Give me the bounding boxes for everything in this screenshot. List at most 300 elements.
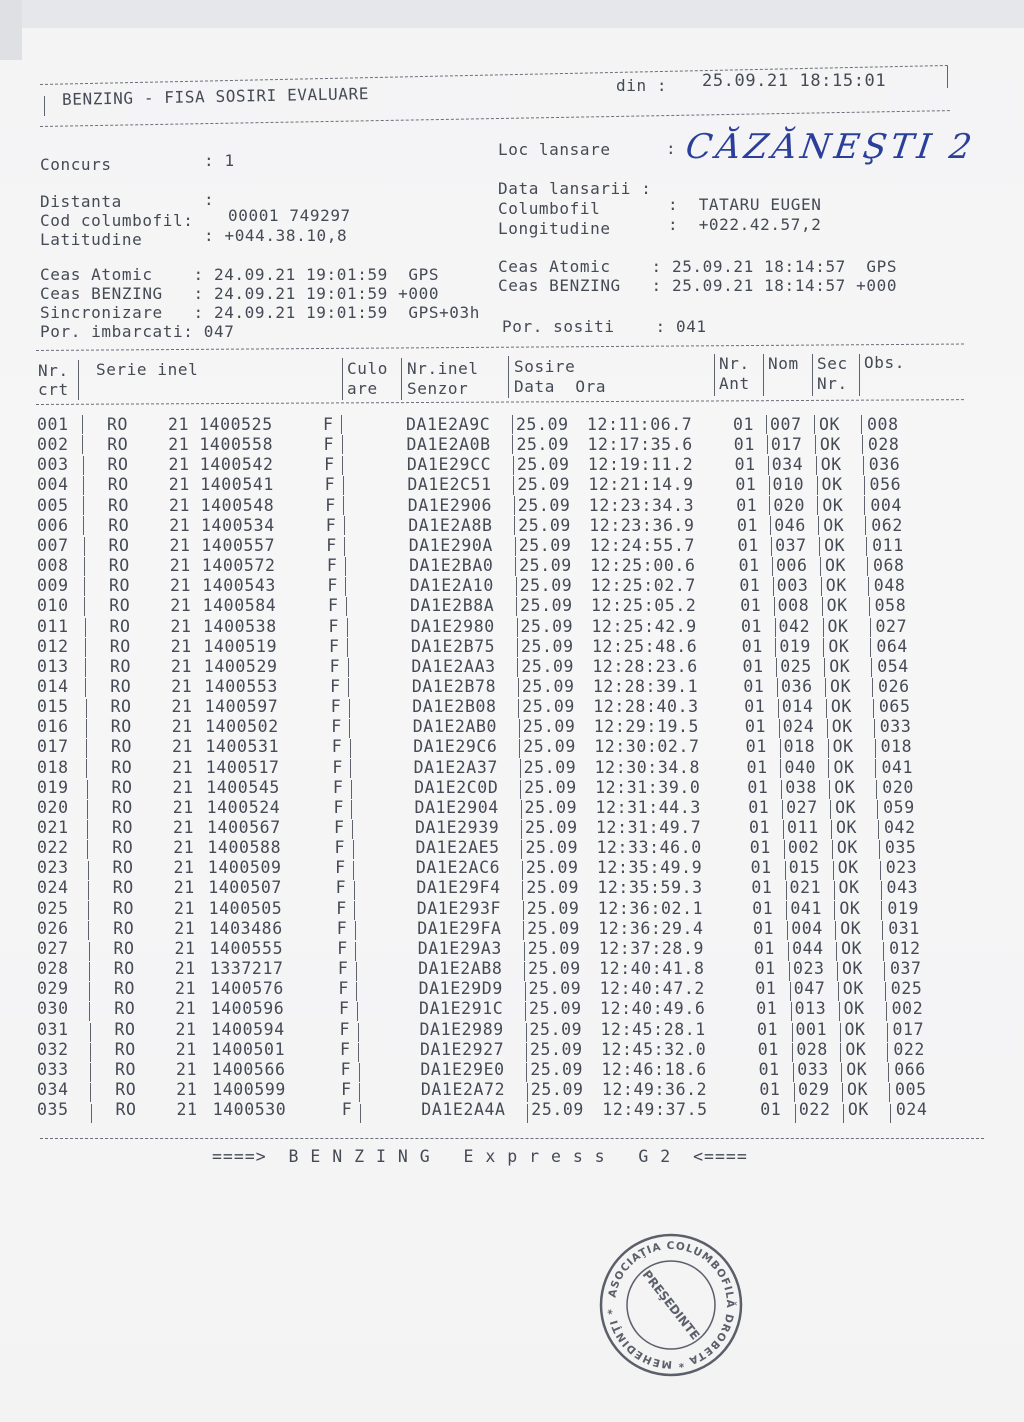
cell-data: 25.09 <box>527 918 580 938</box>
col-obs: Obs. <box>864 353 905 372</box>
cell-inel: 1400525 <box>199 415 273 434</box>
cell-nr: 020 <box>37 797 69 817</box>
cell-nom: 028 <box>796 1039 828 1059</box>
row-separator <box>88 921 89 940</box>
cell-ant: 01 <box>747 777 769 797</box>
cell-senzor: DA1E2B8A <box>410 596 495 616</box>
row-separator <box>792 1023 793 1042</box>
row-separator <box>88 901 89 920</box>
cell-sec: OK <box>836 818 858 837</box>
cell-sec: OK <box>819 435 841 455</box>
cell-nr: 032 <box>37 1039 69 1059</box>
row-separator <box>82 435 83 454</box>
row-separator <box>348 658 349 677</box>
row-separator <box>86 719 87 738</box>
cell-obs: 017 <box>892 1019 925 1039</box>
row-separator <box>519 739 520 758</box>
row-separator <box>877 800 878 819</box>
cell-sec: OK <box>831 717 853 737</box>
row-separator <box>356 962 357 981</box>
cell-nom: 029 <box>798 1079 830 1099</box>
cell-inel: 1400531 <box>205 737 280 757</box>
cell-ant: 01 <box>743 676 765 696</box>
row-separator <box>775 618 776 637</box>
cell-ora: 12:45:32.0 <box>600 1039 707 1059</box>
cell-data: 25.09 <box>517 475 571 495</box>
cell-tara: RO <box>107 455 129 475</box>
cell-sec: OK <box>834 777 856 797</box>
cell-nom: 020 <box>773 495 805 515</box>
cell-an: 21 <box>173 818 195 837</box>
cell-obs: 059 <box>883 797 915 817</box>
cell-senzor: DA1E2AA3 <box>411 656 496 676</box>
row-separator <box>86 699 87 718</box>
cell-obs: 026 <box>878 676 910 696</box>
col-sec: Sec <box>817 354 848 373</box>
cell-senzor: DA1E2B75 <box>410 636 496 656</box>
cell-nr: 021 <box>37 818 69 837</box>
cell-an: 21 <box>171 676 193 696</box>
cell-nom: 014 <box>781 697 814 717</box>
cell-inel: 1400517 <box>205 757 280 777</box>
longitudine-label: Longitudine <box>498 219 611 238</box>
cell-tara: RO <box>111 797 133 817</box>
col-culoare-1: Culo <box>347 359 388 378</box>
cell-obs: 048 <box>873 576 906 596</box>
row-separator <box>818 516 819 535</box>
cell-tara: RO <box>115 1100 137 1120</box>
row-separator <box>777 678 778 697</box>
header-bottom-rule <box>36 399 964 405</box>
cell-sex: F <box>323 435 335 455</box>
col-nom: Nom <box>768 354 799 373</box>
stamp-ring-text: ASOCIAŢIA COLUMBOFILĂ DROBETA * MEHEDINŢI * <box>606 1239 737 1371</box>
row-separator <box>785 861 786 880</box>
row-separator <box>790 982 791 1001</box>
cell-data: 25.09 <box>523 737 576 757</box>
row-separator <box>512 435 513 454</box>
cell-inel: 1400596 <box>210 999 285 1019</box>
cell-ant: 01 <box>752 898 774 918</box>
cell-ant: 01 <box>745 717 767 737</box>
row-separator <box>789 962 790 981</box>
cell-an: 21 <box>169 495 191 515</box>
cell-nom: 006 <box>775 556 808 576</box>
cell-ora: 12:28:40.3 <box>593 697 699 717</box>
row-separator <box>521 800 522 819</box>
cell-sex: F <box>334 818 345 837</box>
cell-sex: F <box>332 777 344 797</box>
row-separator <box>843 1104 844 1123</box>
cell-inel: 1400588 <box>207 838 282 858</box>
cell-tara: RO <box>112 858 134 878</box>
row-separator <box>814 415 815 434</box>
cell-inel: 1400538 <box>203 616 277 636</box>
cell-inel: 1400594 <box>211 1019 285 1039</box>
row-separator <box>342 435 343 454</box>
row-separator <box>784 840 785 859</box>
cell-nr: 024 <box>37 878 69 898</box>
cell-data: 25.09 <box>518 515 571 535</box>
print-date: 25.09.21 18:15:01 <box>702 71 887 91</box>
cell-ant: 01 <box>733 435 755 455</box>
cell-ant: 01 <box>744 697 766 717</box>
row-separator <box>866 537 867 556</box>
cell-sex: F <box>340 1059 352 1079</box>
cell-sex: F <box>326 535 337 555</box>
cell-senzor: DA1E2A4A <box>421 1100 506 1120</box>
row-separator <box>794 1083 795 1102</box>
cell-nom: 040 <box>784 757 817 777</box>
cell-nr: 003 <box>37 455 69 475</box>
cell-nr: 012 <box>37 636 69 656</box>
benzing-footer: ====> B E N Z I N G E x p r e s s G 2 <==== <box>212 1147 748 1166</box>
cell-obs: 019 <box>887 898 919 918</box>
cell-an: 21 <box>170 576 192 596</box>
cell-an: 21 <box>171 697 193 717</box>
cell-ora: 12:36:29.4 <box>598 918 704 938</box>
row-separator <box>350 739 351 758</box>
cell-ant: 01 <box>749 838 771 858</box>
clock-benzing-start: Ceas BENZING : 24.09.21 19:01:59 +000 <box>40 284 440 303</box>
row-separator <box>864 496 865 515</box>
cell-ant: 01 <box>733 415 755 434</box>
cell-data: 25.09 <box>525 818 578 837</box>
clock-atomic-end: Ceas Atomic : 25.09.21 18:14:57 GPS <box>498 257 898 276</box>
cell-sec: OK <box>823 515 845 535</box>
cell-sec: OK <box>838 878 860 898</box>
cell-data: 25.09 <box>527 938 581 958</box>
cell-an: 21 <box>170 636 192 656</box>
cell-tara: RO <box>115 1059 137 1079</box>
cell-sex: F <box>339 1019 351 1039</box>
cell-an: 21 <box>172 737 194 757</box>
cell-data: 25.09 <box>529 999 582 1019</box>
cell-nr: 035 <box>37 1100 69 1120</box>
cell-sec: OK <box>819 415 841 434</box>
cell-senzor: DA1E29F4 <box>416 878 501 898</box>
row-separator <box>839 1002 840 1021</box>
cell-ant: 01 <box>751 878 773 898</box>
row-separator <box>525 1002 526 1021</box>
cell-ant: 01 <box>741 636 763 656</box>
row-separator <box>343 496 344 515</box>
cell-inel: 1400567 <box>207 818 281 837</box>
cell-senzor: DA1E2B78 <box>411 676 497 696</box>
row-separator <box>775 638 776 657</box>
clock-atomic-start: Ceas Atomic : 24.09.21 19:01:59 GPS <box>40 265 440 284</box>
row-separator <box>87 840 88 859</box>
cell-nom: 025 <box>780 656 812 676</box>
cell-data: 25.09 <box>520 596 573 616</box>
cell-nom: 004 <box>791 918 823 938</box>
row-separator <box>863 456 864 475</box>
row-separator <box>341 415 342 434</box>
row-separator <box>862 435 863 454</box>
cell-sex: F <box>337 959 349 979</box>
row-separator <box>82 415 83 434</box>
row-separator <box>343 476 344 495</box>
cell-sex: F <box>335 878 347 898</box>
handwritten-location: CĂZĂNEŞTI 2 <box>683 127 978 167</box>
cell-senzor: DA1E29FA <box>417 918 502 938</box>
row-separator <box>350 759 351 778</box>
cell-an: 21 <box>169 556 191 576</box>
cell-sec: OK <box>847 1100 869 1120</box>
cell-obs: 012 <box>889 938 921 958</box>
date-label: din : <box>616 76 668 95</box>
cod-columbofil-label: Cod columbofil: <box>40 211 194 230</box>
row-separator <box>864 476 865 495</box>
row-separator <box>822 597 823 616</box>
cell-sex: F <box>340 1039 351 1059</box>
cell-inel: 1337217 <box>209 959 284 979</box>
cell-nr: 026 <box>37 918 69 938</box>
cell-ant: 01 <box>748 797 770 817</box>
cell-sex: F <box>338 979 349 999</box>
row-separator <box>84 537 85 556</box>
cell-data: 25.09 <box>528 979 582 999</box>
cell-sex: F <box>329 656 341 676</box>
row-separator <box>525 982 526 1001</box>
cell-sex: F <box>330 676 341 696</box>
cell-an: 21 <box>174 918 196 938</box>
row-separator <box>778 699 779 718</box>
row-separator <box>344 537 345 556</box>
cell-sec: OK <box>822 495 844 515</box>
cell-data: 25.09 <box>529 1039 583 1059</box>
cell-obs: 035 <box>884 838 917 858</box>
row-separator <box>347 618 348 637</box>
distanta-value: : <box>204 190 215 209</box>
cell-nr: 030 <box>37 999 69 1019</box>
row-separator <box>817 496 818 515</box>
row-separator <box>795 1104 796 1123</box>
row-separator <box>828 739 829 758</box>
cell-sec: OK <box>835 797 857 817</box>
row-separator <box>823 638 824 657</box>
cell-obs: 065 <box>878 697 911 717</box>
cell-ora: 12:45:28.1 <box>600 1019 706 1039</box>
cell-inel: 1400572 <box>201 556 276 576</box>
cell-nom: 037 <box>775 535 807 555</box>
cell-obs: 023 <box>885 858 918 878</box>
row-separator <box>774 597 775 616</box>
cell-senzor: DA1E293F <box>416 898 502 918</box>
row-separator <box>521 840 522 859</box>
cell-tara: RO <box>110 697 132 717</box>
sep-7 <box>812 354 813 396</box>
row-separator <box>770 516 771 535</box>
row-separator <box>87 800 88 819</box>
col-sec-nr: Nr. <box>817 374 848 393</box>
col-crt: crt <box>38 380 69 399</box>
cell-ant: 01 <box>736 495 758 515</box>
col-sosire: Sosire <box>514 357 576 376</box>
cell-sex: F <box>341 1079 352 1099</box>
cell-data: 25.09 <box>522 717 576 737</box>
cell-sex: F <box>332 757 343 777</box>
cell-tara: RO <box>110 676 132 696</box>
row-separator <box>517 658 518 677</box>
cell-obs: 058 <box>874 596 907 616</box>
cell-data: 25.09 <box>519 576 573 596</box>
cell-sec: OK <box>844 1019 866 1039</box>
cell-sex: F <box>324 475 336 495</box>
cell-senzor: DA1E2A0B <box>406 435 491 455</box>
row-separator <box>821 577 822 596</box>
cell-tara: RO <box>112 818 134 837</box>
cell-an: 21 <box>175 1039 197 1059</box>
row-separator <box>89 942 90 961</box>
cell-an: 21 <box>173 878 195 898</box>
cell-ora: 12:25:48.6 <box>591 636 698 656</box>
row-separator <box>788 942 789 961</box>
cell-nom: 046 <box>774 515 806 535</box>
row-separator <box>84 557 85 576</box>
row-separator <box>88 881 89 900</box>
row-separator <box>840 1043 841 1062</box>
cell-inel: 1400530 <box>212 1100 287 1120</box>
row-separator <box>524 962 525 981</box>
table-bottom-rule <box>40 1138 984 1139</box>
cell-obs: 018 <box>880 737 913 757</box>
cell-nr: 015 <box>37 697 69 717</box>
cell-senzor: DA1E2A10 <box>409 576 494 596</box>
cell-sec: OK <box>826 596 848 616</box>
cell-sec: OK <box>829 656 851 676</box>
row-separator <box>354 881 355 900</box>
row-separator <box>830 800 831 819</box>
cell-senzor: DA1E2C51 <box>407 475 492 495</box>
cell-ora: 12:28:39.1 <box>592 676 699 696</box>
row-separator <box>835 921 836 940</box>
cell-senzor: DA1E2906 <box>407 495 493 515</box>
col-culoare-2: are <box>347 379 378 398</box>
cell-obs: 027 <box>875 616 908 636</box>
cell-obs: 037 <box>889 959 922 979</box>
cell-senzor: DA1E290A <box>408 535 493 555</box>
cell-sex: F <box>335 858 346 878</box>
cell-ora: 12:25:02.7 <box>590 576 696 596</box>
cell-tara: RO <box>111 777 133 797</box>
report-title: BENZING - FISA SOSIRI EVALUARE <box>61 84 370 109</box>
row-separator <box>526 1043 527 1062</box>
row-separator <box>513 456 514 475</box>
row-separator <box>827 719 828 738</box>
cell-obs: 042 <box>884 818 916 837</box>
cell-ant: 01 <box>760 1100 782 1120</box>
cell-an: 21 <box>173 858 195 878</box>
cell-obs: 043 <box>886 878 919 898</box>
row-separator <box>89 1002 90 1021</box>
cell-obs: 020 <box>882 777 914 797</box>
distanta-label: Distanta <box>40 192 122 211</box>
cell-ora: 12:29:19.5 <box>593 717 700 737</box>
cell-ant: 01 <box>735 475 757 495</box>
cell-nom: 007 <box>770 415 802 434</box>
row-separator <box>346 597 347 616</box>
cell-sex: F <box>327 596 339 616</box>
row-separator <box>768 456 769 475</box>
row-separator <box>887 1043 888 1062</box>
cell-ant: 01 <box>741 616 763 636</box>
cell-inel: 1400534 <box>201 515 275 535</box>
cell-ant: 01 <box>737 515 759 535</box>
cell-obs: 028 <box>867 435 900 455</box>
row-separator <box>353 861 354 880</box>
row-separator <box>524 942 525 961</box>
row-separator <box>832 840 833 859</box>
row-separator <box>349 699 350 718</box>
row-separator <box>84 597 85 616</box>
loc-lansare-colon: : <box>666 139 677 158</box>
cell-nr: 014 <box>37 676 69 696</box>
cell-nom: 010 <box>772 475 805 495</box>
cell-an: 21 <box>175 999 197 1019</box>
cell-sec: OK <box>841 959 864 979</box>
row-separator <box>779 719 780 738</box>
cell-data: 25.09 <box>524 797 578 817</box>
cell-nom: 023 <box>792 959 825 979</box>
cell-inel: 1400584 <box>202 596 277 616</box>
row-separator <box>829 780 830 799</box>
row-separator <box>85 638 86 657</box>
cell-ora: 12:30:34.8 <box>594 757 700 777</box>
cell-senzor: DA1E2A72 <box>420 1079 506 1099</box>
cell-nom: 036 <box>781 676 813 696</box>
row-separator <box>786 901 787 920</box>
cell-nom: 038 <box>785 777 817 797</box>
cell-tara: RO <box>109 576 131 596</box>
row-separator <box>879 840 880 859</box>
row-separator <box>880 861 881 880</box>
cell-tara: RO <box>110 656 132 676</box>
row-separator <box>517 618 518 637</box>
row-separator <box>834 881 835 900</box>
cell-ora: 12:30:02.7 <box>594 737 700 757</box>
cell-ora: 12:23:34.3 <box>588 495 695 515</box>
col-nr: Nr. <box>38 361 69 380</box>
cell-tara: RO <box>112 838 134 858</box>
row-separator <box>869 597 870 616</box>
cell-ora: 12:49:37.5 <box>602 1100 708 1120</box>
cell-inel: 1400576 <box>210 979 284 999</box>
cell-ant: 01 <box>742 656 764 676</box>
cell-inel: 1400558 <box>199 435 274 455</box>
title-left-bar <box>44 96 45 116</box>
row-separator <box>358 1043 359 1062</box>
cell-senzor: DA1E2BA0 <box>409 556 494 576</box>
col-serie-inel: Serie inel <box>96 360 199 379</box>
cell-tara: RO <box>108 515 130 535</box>
cell-an: 21 <box>175 1019 197 1039</box>
row-separator <box>513 476 514 495</box>
title-right-bar <box>947 66 948 88</box>
row-separator <box>522 881 523 900</box>
cod-columbofil-value: 00001 749297 <box>228 206 351 225</box>
cell-sex: F <box>323 415 334 434</box>
cell-ant: 01 <box>757 1019 779 1039</box>
cell-ora: 12:24:55.7 <box>589 535 696 555</box>
cell-senzor: DA1E2AE5 <box>415 838 500 858</box>
association-stamp <box>598 1232 744 1378</box>
cell-nr: 001 <box>37 415 69 434</box>
cell-nom: 017 <box>770 435 803 455</box>
row-separator <box>348 678 349 697</box>
loc-lansare-label: Loc lansare <box>498 140 611 159</box>
stamp-center-text: PREŞEDINTE <box>639 1267 703 1343</box>
